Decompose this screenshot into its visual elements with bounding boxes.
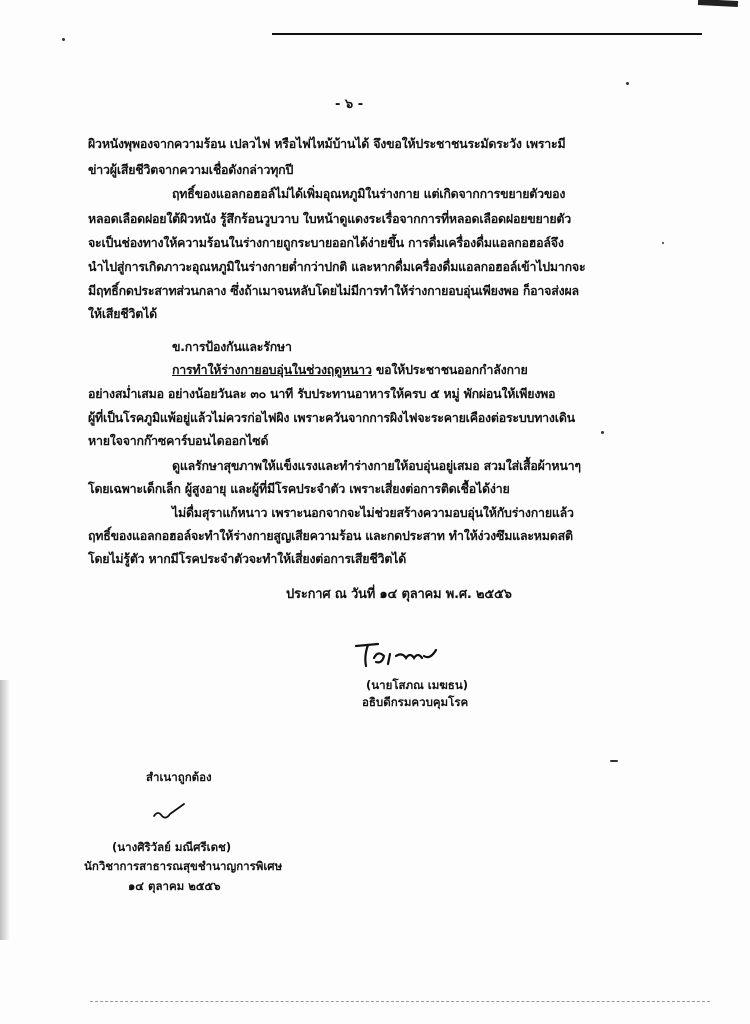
body-line: อย่างสม่ำเสมอ อย่างน้อยวันละ ๓๐ นาที รับประทานอาหารให้ครบ ๕ หมู่ พักผ่อนให้เพียงพอ [88, 386, 556, 401]
scan-speck [626, 82, 629, 85]
scan-speck [610, 760, 618, 762]
scan-speck [601, 431, 604, 434]
underlined-phrase: การทำให้ร่างกายอบอุ่นในช่วงฤดูหนาว [172, 362, 372, 377]
page-number: - ๖ - [335, 97, 364, 112]
body-line: หลอดเลือดฝอยใต้ผิวหนัง รู้สึกร้อนวูบวาบ ใบหน้าดูแดงระเรื่อจากการที่หลอดเลือดฝอยขยายตัว [88, 211, 572, 226]
copy-signer-title: นักวิชาการสาธารณสุขชำนาญการพิเศษ [84, 859, 283, 873]
announcement-date: ประกาศ ณ วันที่ ๑๔ ตุลาคม พ.ศ. ๒๕๕๖ [286, 587, 512, 602]
body-line: ผู้ที่เป็นโรคภูมิแพ้อยู่แล้วไม่ควรก่อไฟผิง เพราะควันจากการผิงไฟจะระคายเคืองต่อระบบทางเดิน [88, 410, 575, 425]
body-line: หายใจจากก๊าซคาร์บอนไดออกไซด์ [88, 433, 269, 448]
certified-copy-label: สำเนาถูกต้อง [146, 770, 212, 784]
section-heading: ข.การป้องกันและรักษา [172, 339, 292, 354]
body-line: ฤทธิ์ของแอลกอฮอล์จะทำให้ร่างกายสูญเสียความร้อน และกดประสาท ทำให้ง่วงซึมและหมดสติ [88, 528, 573, 543]
scan-bottom-edge [90, 1001, 710, 1003]
body-line [172, 362, 528, 378]
body-line: จะเป็นช่องทางให้ความร้อนในร่างกายถูกระบายออกได้ง่ายขึ้น การดื่มเครื่องดื่มแอลกอฮอล์จึง [88, 235, 564, 250]
scan-speck [662, 242, 664, 244]
scan-corner-mark [698, 0, 738, 7]
copy-signer-name: (นางศิริวัลย์ มณีศรีเดช) [112, 840, 232, 854]
body-line: ให้เสียชีวิตได้ [88, 306, 157, 321]
body-line: นำไปสู่การเกิดภาวะอุณหภูมิในร่างกายต่ำกว่าปกติ และหากดื่มเครื่องดื่มแอลกอฮอล์เข้าไปมากจะ [88, 259, 586, 274]
scan-left-shadow [0, 680, 10, 940]
signatory-name: (นายโสภณ เมฆธน) [366, 678, 468, 692]
director-signature [352, 636, 442, 672]
body-line: ดูแลรักษาสุขภาพให้แข็งแรงและทำร่างกายให้อบอุ่นอยู่เสมอ สวมใส่เสื้อผ้าหนาๆ [172, 458, 581, 473]
signatory-title: อธิบดีกรมควบคุมโรค [362, 695, 469, 709]
copy-date: ๑๔ ตุลาคม ๒๕๕๖ [128, 879, 221, 893]
body-line: ไม่ดื่มสุราแก้หนาว เพราะนอกจากจะไม่ช่วยสร้างความอบอุ่นให้กับร่างกายแล้ว [172, 505, 574, 520]
body-line: โดยเฉพาะเด็กเล็ก ผู้สูงอายุ และผู้ที่มีโรคประจำตัว เพราะเสี่ยงต่อการติดเชื้อได้ง่าย [88, 481, 510, 496]
copy-signature [150, 800, 190, 824]
scan-speck [62, 38, 65, 41]
body-line: มีฤทธิ์กดประสาทส่วนกลาง ซึ่งถ้าเมาจนหลับโดยไม่มีการทำให้ร่างกายอบอุ่นเพียงพอ ก็อาจส่งผล [88, 283, 579, 298]
body-line: ผิวหนังพุพองจากความร้อน เปลวไฟ หรือไฟไหม้บ้านได้ จึงขอให้ประชาชนระมัดระวัง เพราะมี [88, 136, 566, 151]
body-line: โดยไม่รู้ตัว หากมีโรคประจำตัวจะทำให้เสี่ยงต่อการเสียชีวิตได้ [88, 551, 407, 566]
body-line: ข่าวผู้เสียชีวิตจากความเชื่อดังกล่าวทุกปี [88, 162, 294, 177]
body-line: ฤทธิ์ของแอลกอฮอล์ไม่ได้เพิ่มอุณหภูมิในร่างกาย แต่เกิดจากการขยายตัวของ [172, 186, 566, 201]
body-text: ขอให้ประชาชนออกกำลังกาย [371, 362, 528, 377]
header-rule [272, 33, 702, 35]
